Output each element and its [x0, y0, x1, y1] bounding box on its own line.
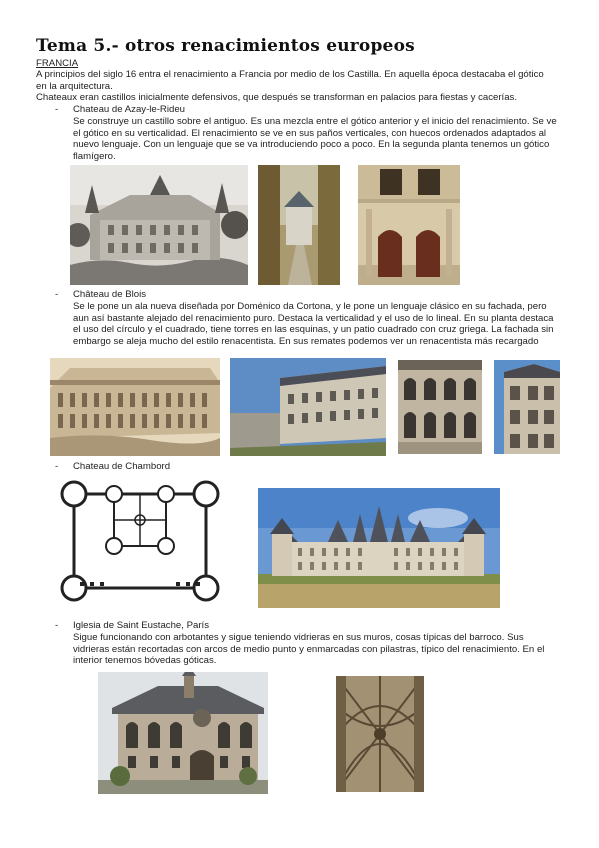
azay-facade-detail-image — [358, 165, 460, 285]
bullet-dash: - — [55, 104, 59, 115]
blois-staircase-image — [494, 360, 560, 454]
saint-eustache-vault-image — [336, 676, 424, 792]
saint-eustache-exterior-image — [98, 672, 268, 794]
item-body-azay: Se construye un castillo sobre el antiguo. Es una mezcla entre el gótico anterior y el inicio del renacimiento. Se ve el gótico en su verticalidad. El renacimiento se ve en sus paños verticales, con huecos ordenados adaptados al nuevo lenguaje. Con un lenguaje que se va introduciendo poco a poco. En la segunda planta tenemos un gótico flamígero. — [73, 116, 557, 162]
item-heading-azay: Chateau de Azay-le-Rideu — [73, 104, 185, 115]
item-heading-blois: Château de Blois — [73, 289, 147, 300]
blois-wing-photo-image — [230, 358, 386, 456]
blois-arcades-image — [398, 360, 482, 454]
item-body-blois: Se le pone un ala nueva diseñada por Doménico da Cortona, y le pone un lenguaje clásico en su fachada, pero aun así bastante alejado del renacimiento puro. Destaca la verticalidad y el uso de lo lineal. En su planta destaca el uso del círculo y el cuadrado, tiene torres en las esquinas, y un patio cuadrado con cruz griega. La fachada sin embargo se aleja mucho del estilo renacentista. En sus remates podemos ver un renacentista más recargado — [73, 301, 554, 347]
azay-avenue-image — [258, 165, 340, 285]
intro-paragraph: Chateaux eran castillos inicialmente defensivos, que después se transforman en palacios para fiestas y cacerías. — [36, 92, 518, 104]
azay-engraving-image — [70, 165, 248, 285]
bullet-dash: - — [55, 289, 59, 300]
bullet-dash: - — [55, 461, 59, 472]
chambord-photo-image — [258, 488, 500, 608]
item-heading-chambord: Chateau de Chambord — [73, 461, 171, 472]
item-body-saint-eustache: Sigue funcionando con arbotantes y sigue teniendo vidrieras en sus muros, cosas típicas del barroco. Sus vidrieras están recortadas con arcos de medio punto y enmarcadas con pilastras, típico del renacimiento. En el interior tenemos bóvedas góticas. — [73, 632, 545, 667]
bullet-dash: - — [55, 620, 59, 631]
section-heading: FRANCIA — [36, 58, 79, 69]
intro-text — [36, 69, 556, 104]
item-heading-saint-eustache: Iglesia de Saint Eustache, París — [73, 620, 209, 631]
blois-engraving-image — [50, 358, 220, 456]
page-title: Tema 5.- otros renacimientos europeos — [36, 36, 415, 56]
chambord-floor-plan-image — [60, 478, 220, 603]
intro-paragraph: A principios del siglo 16 entra el renacimiento a Francia por medio de los Castilla. En aquella época destacaba el gótico en la arquitectura. — [36, 69, 544, 92]
